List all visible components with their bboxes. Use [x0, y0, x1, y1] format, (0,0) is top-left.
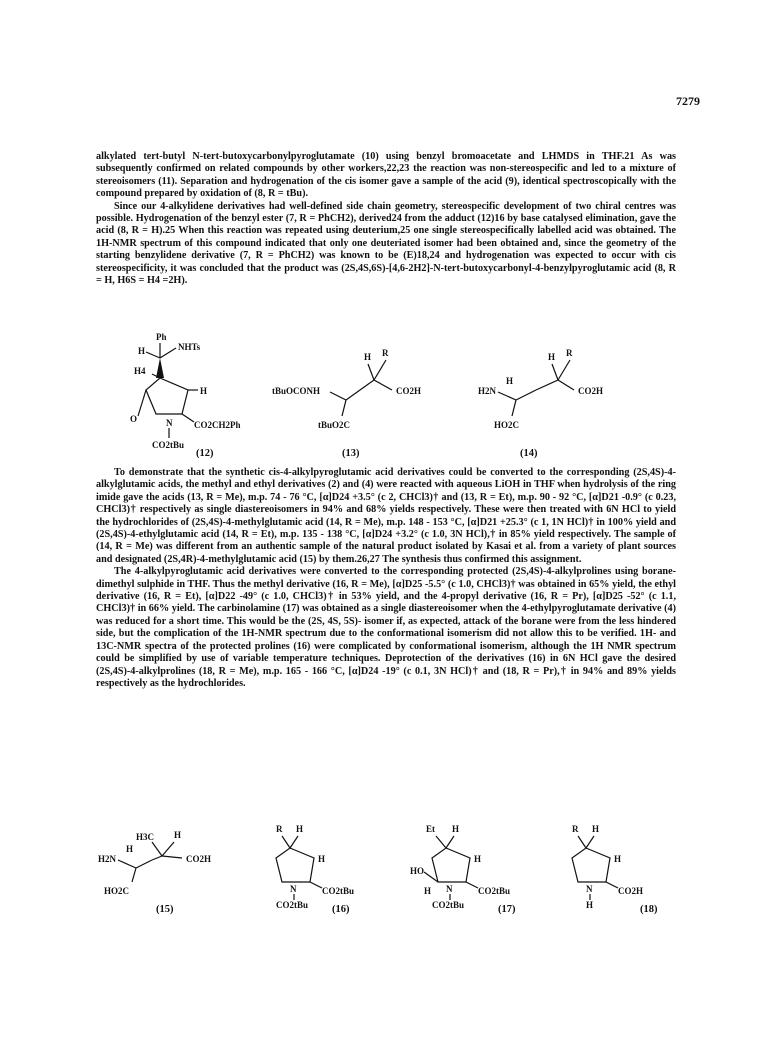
atom-label: tBuOCONH: [272, 386, 321, 396]
atom-label: H3C: [136, 832, 154, 842]
atom-label: H: [452, 824, 460, 834]
structure-12: [130, 332, 241, 459]
page-number: 7279: [676, 94, 700, 108]
atom-label: H: [424, 886, 432, 896]
scheme-2-drawing: [96, 818, 676, 918]
structure-18: [572, 824, 658, 915]
atom-label: H4: [134, 366, 146, 376]
atom-label: Ph: [156, 332, 167, 342]
compound-label-15: (15): [156, 904, 174, 915]
compound-label-17: (17): [498, 904, 516, 915]
atom-label: CO2tBu: [276, 900, 309, 910]
atom-label: H: [318, 854, 326, 864]
atom-label: H: [614, 854, 622, 864]
atom-label: N: [290, 884, 297, 894]
atom-label: CO2tBu: [432, 900, 465, 910]
atom-label: CO2H: [578, 386, 604, 396]
compound-label-13: (13): [342, 448, 360, 459]
compound-label-16: (16): [332, 904, 350, 915]
atom-label: R: [276, 824, 283, 834]
atom-label: H: [592, 824, 600, 834]
atom-label: H: [506, 376, 514, 386]
atom-label: H: [364, 352, 372, 362]
atom-label: H: [138, 346, 146, 356]
structure-14: [478, 348, 603, 459]
atom-label: tBuO2C: [318, 420, 351, 430]
structure-16: [276, 824, 354, 915]
atom-label: H: [174, 830, 182, 840]
atom-label: CO2tBu: [322, 886, 355, 896]
structure-15: [98, 830, 211, 915]
scheme-1-drawing: [96, 330, 676, 460]
atom-label: N: [586, 884, 593, 894]
atom-label: CO2tBu: [152, 440, 185, 450]
paragraph: To demonstrate that the synthetic cis-4-alkylpyroglutamic acid derivatives could be converted to the corresponding (2S,4S)-4-alkylglutamic acids, the methyl and ethyl derivatives (2) and (4) were reacted with aqueous LiOH in THF when hydrolysis of the ring imide gave the acids (13, R = Me), m.p. 74 - 76 °C, [α]D24 +3.5° (c 2, CHCl3)† and (13, R = Et), m.p. 90 - 92 °C, [α]D21 -0.9° (c 0.23, CHCl3)† respectively as single diastereoisomers in 94% and 68% yields respectively. These were then treated with 6N HCl to yield the hydrochlorides of (2S,4S)-4-methylglutamic acid (14, R = Me), m.p. 148 - 153 °C, [α]D21 +25.3° (c 1, 1N HCl)† in 100% yield and (2S,4S)-4-ethylglutamic acid (14, R = Et), m.p. 135 - 138 °C, [α]D24 +3.2° (c 1.0, 3N HCl),† in 85% yield respectively. The sample of (14, R = Me) was different from an authentic sample of the natural product isolated by Kasai et al. from a variety of plant sources and designated (2S,4R)-4-methylglutamic acid (15) by them.26,27 The synthesis thus confirmed this assignment.: [96, 467, 676, 565]
atom-label: Et: [426, 824, 435, 834]
compound-label-18: (18): [640, 904, 658, 915]
atom-label: CO2H: [396, 386, 422, 396]
atom-label: R: [572, 824, 579, 834]
atom-label: CO2H: [186, 854, 212, 864]
atom-label: CO2tBu: [478, 886, 511, 896]
atom-label: N: [166, 418, 173, 428]
atom-label: CO2H: [618, 886, 644, 896]
atom-label: N: [446, 884, 453, 894]
atom-label: HO: [410, 866, 425, 876]
atom-label: H: [548, 352, 556, 362]
atom-label: O: [130, 414, 138, 424]
atom-label: H: [126, 844, 134, 854]
atom-label: HO2C: [104, 886, 130, 896]
paragraph: alkylated tert-butyl N-tert-butoxycarbonylpyroglutamate (10) using benzyl bromoacetate and LHMDS in THF.21 As was subsequently confirmed on related compounds by other workers,22,23 the reaction was non-stereospecific and led to a mixture of stereoisomers (11). Separation and hydrogenation of the cis isomer gave a sample of the acid (9), identical spectroscopically with the compound prepared by oxidation of (8, R = tBu).: [96, 151, 676, 200]
structure-13: [272, 348, 421, 459]
atom-label: H: [296, 824, 304, 834]
atom-label: CO2CH2Ph: [194, 420, 241, 430]
paragraph: Since our 4-alkylidene derivatives had well-defined side chain geometry, stereospecific development of two chiral centres was possible. Hydrogenation of the benzyl ester (7, R = PhCH2), derived24 from the adduct (12)16 by base catalysed elimination, gave the acid (8, R = H).25 When this reaction was repeated using deuterium,25 one single stereospecifically labelled acid was obtained. The 1H-NMR spectrum of this compound indicated that only one deuteriated isomer had been obtained and, since the geometry of the starting benzylidene derivative (7, R = PhCH2) was known to be (E)18,24 and hydrogenation was expected to occur with cis stereospecificity, it was concluded that the product was (2S,4S,6S)-[4,6-2H2]-N-tert-butoxycarbonyl-4-benzylpyroglutamic acid (8, R = H, H6S = H4 =2H).: [96, 200, 676, 287]
scheme-compounds-15-18: [96, 818, 676, 918]
scheme-compounds-12-14: [96, 330, 676, 460]
atom-label: H: [200, 386, 208, 396]
atom-label: HO2C: [494, 420, 520, 430]
compound-label-14: (14): [520, 448, 538, 459]
atom-label: H2N: [478, 386, 496, 396]
atom-label: R: [566, 348, 573, 358]
atom-label: H2N: [98, 854, 116, 864]
paragraph: The 4-alkylpyroglutamic acid derivatives were converted to the corresponding protected (2S,4S)-4-alkylprolines using borane-dimethyl sulphide in THF. Thus the methyl derivative (16, R = Me), [α]D25 -5.5° (c 1.0, CHCl3)† was obtained in 65% yield, the ethyl derivative (16, R = Et), [α]D22 -49° (c 1.0, CHCl3)† in 53% yield, and the 4-propyl derivative (16, R = Pr), [α]D25 -52° (c 1.1, CHCl3)† in 66% yield. The carbinolamine (17) was obtained as a single diastereoisomer when the 4-ethylpyroglutamate derivative (4) was reduced for a short time. This would be the (2S, 4S, 5S)- isomer if, as expected, attack of the borane were from the less hindered side, but the complication of the 1H-NMR spectrum due to the conformational isomerism did not allow this to be verified. 1H- and 13C-NMR spectra of the protected prolines (16) were complicated by conformational isomerism, although the 1H NMR spectrum could be simplified by use of variable temperature techniques. Deprotection of the derivatives (16) in 6N HCl gave the desired (2S,4S)-4-alkylprolines (18, R = Me), m.p. 165 - 166 °C, [α]D24 -19° (c 0.1, 3N HCl)† and (18, R = Pr),† in 94% and 89% yields respectively as the hydrochlorides.: [96, 566, 676, 689]
atom-label: H: [474, 854, 482, 864]
compound-label-12: (12): [196, 448, 214, 459]
atom-label: H: [586, 900, 594, 910]
text-block-top: [96, 151, 676, 287]
text-block-middle: [96, 467, 676, 690]
structure-17: [410, 824, 516, 915]
atom-label: R: [382, 348, 389, 358]
atom-label: NHTs: [178, 342, 201, 352]
